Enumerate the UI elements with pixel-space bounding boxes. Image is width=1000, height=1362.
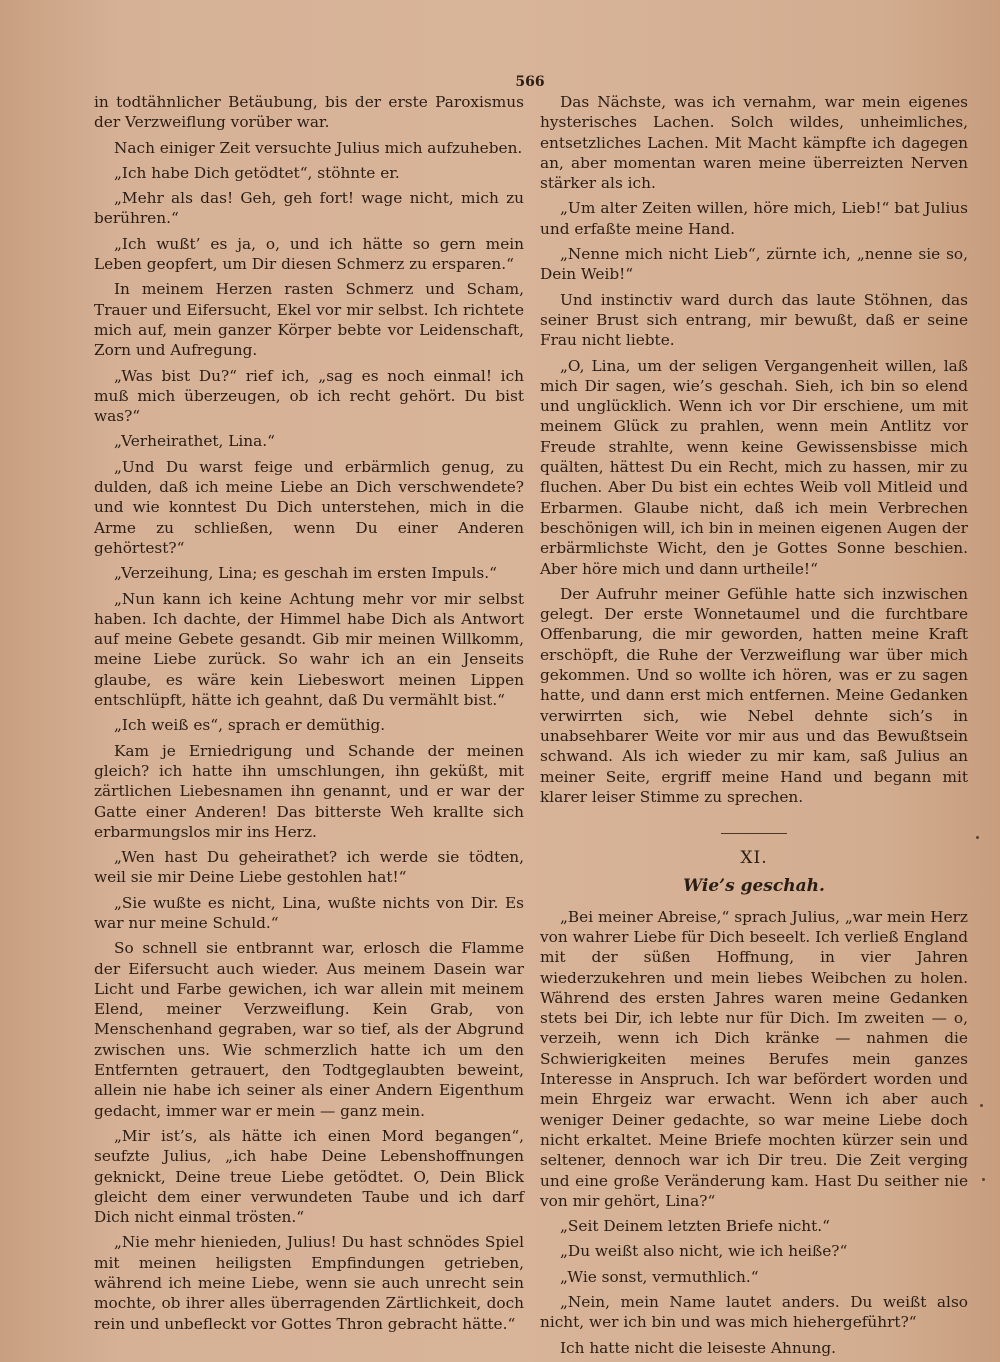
print-speck [982,1178,985,1181]
chapter-number: XI. [740,848,768,869]
paragraph: „Was bist Du?“ rief ich, „sag es noch einmal! ich muß mich überzeugen, ob ich recht gehört. Du bist was?“ [94,366,524,426]
paragraph: in todtähnlicher Betäubung, bis der erste Paroxismus der Verzweiflung vorüber war. [94,93,524,132]
paragraph: „Nun kann ich keine Achtung mehr vor mir selbst haben. Ich dachte, der Himmel habe Dich als Antwort auf meine Gebete gesandt. Gib mir meinen Willkomm, meine Liebe zurück. So wahr ich an ein Jenseits glaube, es wäre kein Liebeswort meinen Lippen entschlüpft, hätte ich geahnt, daß Du vermählt bist.“ [94,589,524,710]
paragraph: „Um alter Zeiten willen, höre mich, Lieb!“ bat Julius und erfaßte meine Hand. [540,199,968,238]
paragraph: So schnell sie entbrannt war, erlosch die Flamme der Eifersucht auch wieder. Aus meinem Dasein war Licht und Farbe gewichen, ich war allein mit meinem Elend, meiner Verzweiflung. Kein Grab, von Menschenhand gegraben, war so tief, als der Abgrund zwischen uns. Wie schmerzlich hatte ich um den Entfernten getrauert, den Todtgeglaubten beweint, allein nie habe ich seiner als einer Andern Eigenthum gedacht, immer war er mein — ganz mein. [94,939,524,1120]
paragraph: Und instinctiv ward durch das laute Stöhnen, das seiner Brust sich entrang, mir bewußt, daß er seine Frau nicht liebte. [540,290,968,350]
paragraph: „Du weißt also nicht, wie ich heiße?“ [560,1242,848,1261]
right-column-text-before [540,92,968,807]
paragraph: „O, Lina, um der seligen Vergangenheit willen, laß mich Dir sagen, wie’s geschah. Sieh, ich bin so elend und unglücklich. Wenn ich vor Dir erschiene, um mit meinem Glück zu prahlen, wenn mein Antlitz vor Freude strahlte, wenn keine Gewissensbisse mich quälten, hättest Du ein Recht, mich zu hassen, mir zu fluchen. Aber Du bist ein echtes Weib voll Mitleid und Erbarmen. Glaube nicht, daß ich mein Verbrechen beschönigen will, ich bin in meinen eigenen Augen der erbärmlichste Wicht, den je Gottes Sonne beschien. Aber höre mich und dann urtheile!“ [540,356,968,578]
chapter-title: Wie’s geschah. [683,876,825,897]
right-column-text-after [540,907,968,1358]
paragraph: Nach einiger Zeit versuchte Julius mich aufzuheben. [114,138,523,157]
paragraph: „Verzeihung, Lina; es geschah im ersten Impuls.“ [114,564,497,583]
paragraph: „Bei meiner Abreise,“ sprach Julius, „war mein Herz von wahrer Liebe für Dich beseelt. Ich verließ England mit der süßen Hoffnung, in vier Jahren wiederzukehren und mein liebes Weibchen zu holen. Während des ersten Jahres waren meine Gedanken stets bei Dir, ich lebte nur für Dich. Im zweiten — o, verzeih, wenn ich Dich kränke — nahmen die Schwierigkeiten meines Berufes mein ganzes Interesse in Anspruch. Ich war befördert worden und mein Ehrgeiz war erwacht. Wenn ich aber auch weniger Deiner gedachte, so war meine Liebe doch nicht erkaltet. Meine Briefe mochten kürzer sein und seltener, dennoch war ich Dir treu. Die Zeit verging und eine große Veränderung kam. Hast Du seither nie von mir gehört, Lina?“ [540,907,968,1210]
right-column [540,92,968,1358]
paragraph: Der Aufruhr meiner Gefühle hatte sich inzwischen gelegt. Der erste Wonnetaumel und die furchtbare Offenbarung, die mir geworden, hatten meine Kraft erschöpft, die Ruhe der Verzweiflung war über mich gekommen. Und so wollte ich hören, was er zu sagen hatte, und dann erst mich entfernen. Meine Gedanken verwirrten sich, wie Nebel dehnte sich’s in unabsehbarer Weite vor mir aus und das Bewußtsein schwand. Als ich wieder zu mir kam, saß Julius an meiner Seite, ergriff meine Hand und begann mit klarer leiser Stimme zu sprechen. [540,584,968,806]
paragraph: „Nie mehr hienieden, Julius! Du hast schnödes Spiel mit meinen heiligsten Empfindungen getrieben, während ich meine Liebe, wenn sie auch unrecht sein mochte, ob ihrer alles überragenden Zärtlichkeit, doch rein und unbefleckt vor Gottes Thron gebracht hätte.“ [94,1233,524,1333]
paragraph: „Sie wußte es nicht, Lina, wußte nichts von Dir. Es war nur meine Schuld.“ [94,893,524,932]
paragraph: „Ich wußt’ es ja, o, und ich hätte so gern mein Leben geopfert, um Dir diesen Schmerz zu ersparen.“ [94,234,524,274]
paragraph: „Ich weiß es“, sprach er demüthig. [114,716,386,735]
print-speck [980,1104,983,1107]
paragraph: „Seit Deinem letzten Briefe nicht.“ [560,1217,830,1236]
paragraph: „Nenne mich nicht Lieb“, zürnte ich, „nenne sie so, Dein Weib!“ [540,245,968,284]
paragraph: Ich hatte nicht die leiseste Ahnung. [560,1338,837,1357]
paragraph: „Mir ist’s, als hätte ich einen Mord begangen“, seufzte Julius, „ich habe Deine Lebenshoffnungen geknickt, Deine treue Liebe getödtet. O, Dein Blick gleicht dem einer verwundeten Taube und ich darf Dich nicht einmal trösten.“ [94,1126,524,1227]
left-column [94,92,524,1334]
paragraph: „Nein, mein Name lautet anders. Du weißt also nicht, wer ich bin und was mich hiehergeführt?“ [540,1293,968,1332]
paragraph: „Wie sonst, vermuthlich.“ [560,1267,759,1286]
print-speck [976,836,979,839]
page-number: 566 [515,74,545,90]
paragraph: „Mehr als das! Geh, geh fort! wage nicht, mich zu berühren.“ [94,189,524,228]
paragraph: Kam je Erniedrigung und Schande der meinen gleich? ich hatte ihn umschlungen, ihn geküßt, mit zärtlichen Liebesnamen ihn genannt, und er war der Gatte einer Anderen! Das bitterste Weh krallte sich erbarmungslos mir ins Herz. [94,741,524,841]
paragraph: „Und Du warst feige und erbärmlich genug, zu dulden, daß ich meine Liebe an Dich verschwendete? und wie konntest Du Dich unterstehen, mich in die Arme zu schließen, wenn Du einer Anderen gehörtest?“ [94,457,524,557]
paragraph: „Ich habe Dich getödtet“, stöhnte er. [114,163,400,182]
chapter-divider [721,833,787,834]
paragraph: In meinem Herzen rasten Schmerz und Scham, Trauer und Eifersucht, Ekel vor mir selbst. Ich richtete mich auf, mein ganzer Körper bebte vor Leidenschaft, Zorn und Aufregung. [94,280,524,360]
paragraph: Das Nächste, was ich vernahm, war mein eigenes hysterisches Lachen. Solch wildes, unheimliches, entsetzliches Lachen. Mit Macht kämpfte ich dagegen an, aber momentan waren meine überreizten Nerven stärker als ich. [540,93,968,193]
paragraph: „Wen hast Du geheirathet? ich werde sie tödten, weil sie mir Deine Liebe gestohlen hat!“ [94,848,524,887]
paragraph: „Verheirathet, Lina.“ [114,432,275,451]
